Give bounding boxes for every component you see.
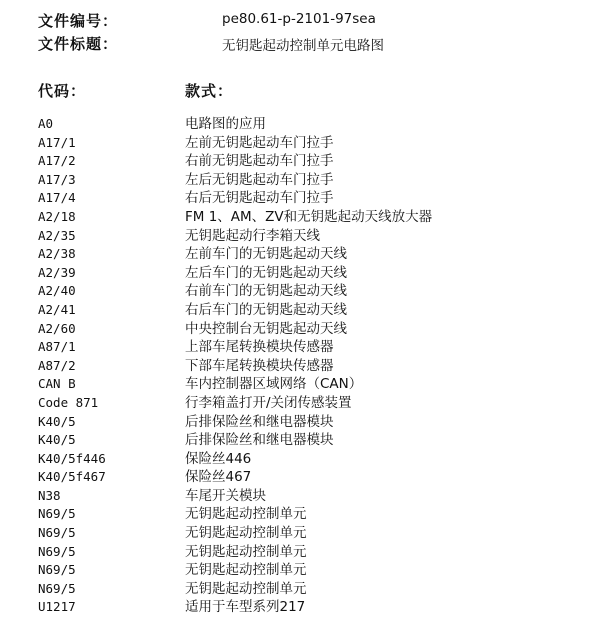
row-code: A2/39 <box>38 264 76 280</box>
row-description: 无钥匙起动控制单元 <box>185 525 307 542</box>
row-description: 行李箱盖打开/关闭传感装置 <box>185 394 352 411</box>
table-row <box>38 543 603 562</box>
table-row <box>38 338 603 357</box>
row-code: A87/1 <box>38 339 76 355</box>
row-description: 无钥匙起动行李箱天线 <box>185 227 320 244</box>
table-row <box>38 431 603 450</box>
table-row <box>38 487 603 506</box>
row-description: FM 1、AM、ZV和无钥匙起动天线放大器 <box>185 208 433 225</box>
table-row <box>38 282 603 301</box>
row-description: 保险丝467 <box>185 469 252 486</box>
table-row <box>38 468 603 487</box>
row-code: A2/18 <box>38 208 76 224</box>
table-row <box>38 375 603 394</box>
row-description: 适用于车型系列217 <box>185 599 306 616</box>
table-row <box>38 320 603 339</box>
document-title-row <box>38 33 598 53</box>
row-description: 后排保险丝和继电器模块 <box>185 432 334 449</box>
document-number-row <box>38 10 598 30</box>
table-row <box>38 598 603 617</box>
table-header <box>38 80 598 100</box>
row-description: 电路图的应用 <box>185 116 266 132</box>
row-description: 中央控制台无钥匙起动天线 <box>185 320 347 337</box>
row-code: A2/41 <box>38 301 76 317</box>
table-row <box>38 245 603 264</box>
document-number-label: 文件编号： <box>38 12 119 30</box>
table-row <box>38 394 603 413</box>
row-code: K40/5 <box>38 432 76 448</box>
row-description: 右后无钥匙起动车门拉手 <box>185 190 334 207</box>
row-code: A2/38 <box>38 246 76 262</box>
row-description: 车尾开关模块 <box>185 487 266 504</box>
table-row <box>38 134 603 153</box>
row-code: A17/2 <box>38 153 76 169</box>
column-header-description: 款式： <box>185 82 234 100</box>
table-row <box>38 115 603 134</box>
document-number-value: pe80.61-p-2101-97sea <box>222 11 376 27</box>
row-description: 右后车门的无钥匙起动天线 <box>185 301 347 318</box>
document-title-label: 文件标题： <box>38 35 119 53</box>
row-code: A0 <box>38 116 54 131</box>
table-row <box>38 264 603 283</box>
row-code: N69/5 <box>38 580 76 596</box>
row-code: A17/3 <box>38 171 76 187</box>
table-row <box>38 227 603 246</box>
table-row <box>38 152 603 171</box>
table-row <box>38 189 603 208</box>
table-row <box>38 505 603 524</box>
row-code: K40/5 <box>38 413 76 429</box>
row-description: 车内控制器区域网络（CAN） <box>185 376 363 393</box>
row-description: 无钥匙起动控制单元 <box>185 506 307 523</box>
row-description: 左后车门的无钥匙起动天线 <box>185 264 347 281</box>
table-row <box>38 171 603 190</box>
row-description: 无钥匙起动控制单元 <box>185 562 307 579</box>
row-code: N38 <box>38 487 61 503</box>
row-code: K40/5f467 <box>38 469 106 485</box>
row-code: A2/60 <box>38 320 76 336</box>
row-description: 保险丝446 <box>185 450 252 467</box>
row-description: 左前车门的无钥匙起动天线 <box>185 246 347 263</box>
row-code: N69/5 <box>38 562 76 578</box>
table-row <box>38 524 603 543</box>
table-row <box>38 580 603 599</box>
table-row <box>38 561 603 580</box>
row-code: N69/5 <box>38 506 76 522</box>
row-code: A17/1 <box>38 134 76 150</box>
table-row <box>38 450 603 469</box>
row-code: Code 871 <box>38 394 99 410</box>
document-title-value: 无钥匙起动控制单元电路图 <box>222 38 384 54</box>
row-description: 后排保险丝和继电器模块 <box>185 413 334 430</box>
column-header-code: 代码： <box>38 82 87 100</box>
table-row <box>38 301 603 320</box>
code-list <box>38 115 603 617</box>
row-code: A17/4 <box>38 190 76 206</box>
row-code: CAN B <box>38 376 76 392</box>
row-code: U1217 <box>38 599 76 615</box>
row-description: 左前无钥匙起动车门拉手 <box>185 134 334 151</box>
row-code: N69/5 <box>38 525 76 541</box>
row-description: 右前无钥匙起动车门拉手 <box>185 153 334 170</box>
row-description: 无钥匙起动控制单元 <box>185 543 307 560</box>
row-description: 右前车门的无钥匙起动天线 <box>185 283 347 300</box>
row-code: N69/5 <box>38 543 76 559</box>
row-code: K40/5f446 <box>38 450 106 466</box>
table-row <box>38 413 603 432</box>
row-code: A2/35 <box>38 227 76 243</box>
row-description: 左后无钥匙起动车门拉手 <box>185 171 334 188</box>
row-description: 下部车尾转换模块传感器 <box>185 357 334 374</box>
row-description: 无钥匙起动控制单元 <box>185 580 307 597</box>
table-row <box>38 208 603 227</box>
row-code: A87/2 <box>38 357 76 373</box>
row-description: 上部车尾转换模块传感器 <box>185 339 334 356</box>
table-row <box>38 357 603 376</box>
row-code: A2/40 <box>38 283 76 299</box>
